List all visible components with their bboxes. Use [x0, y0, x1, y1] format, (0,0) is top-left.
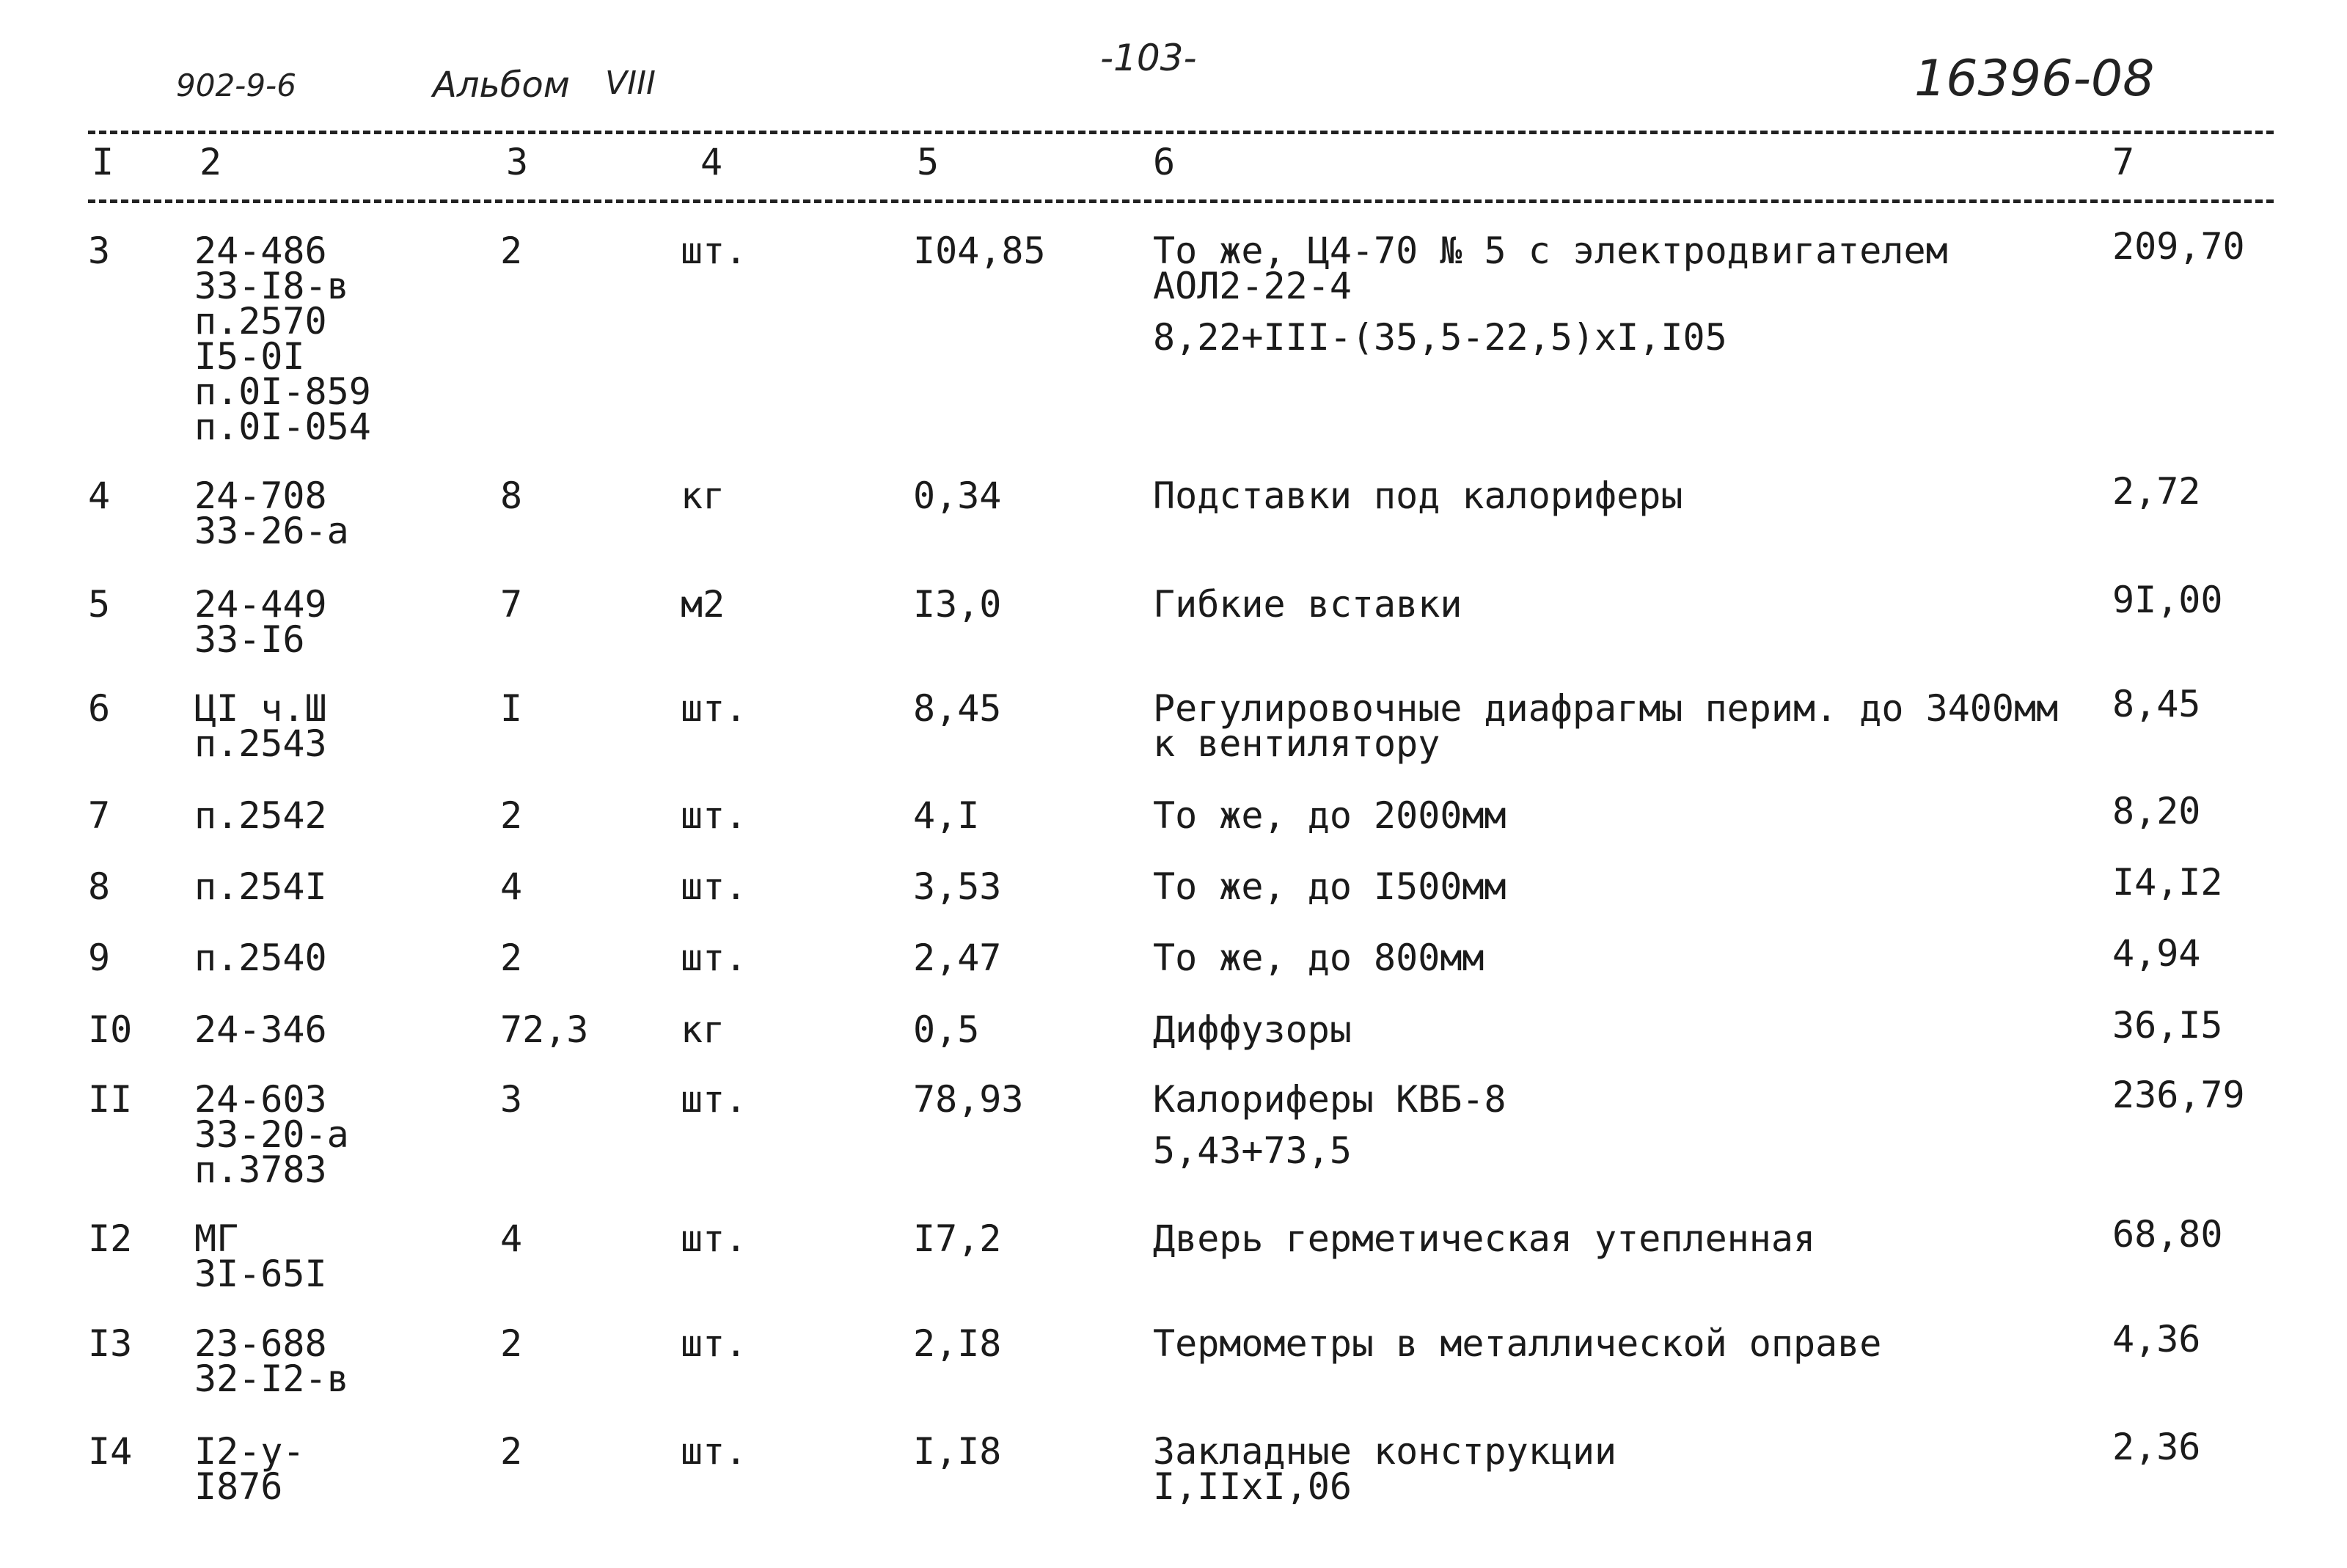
col-header-4: 4: [700, 141, 723, 183]
total-cost: 209,70: [2112, 225, 2245, 268]
total-cost: 9I,00: [2112, 579, 2223, 621]
quantity: 72,3: [500, 1008, 589, 1051]
col-header-1: I: [92, 141, 114, 183]
ref-code-line: 33-I6: [194, 618, 305, 661]
ref-code: [194, 794, 327, 837]
unit-price: I3,0: [913, 583, 1002, 626]
total-cost: 8,45: [2112, 683, 2201, 725]
description: [1153, 1217, 1816, 1260]
row-number: 7: [88, 794, 111, 837]
unit: шт.: [681, 1322, 747, 1365]
description-line: Закладные конструкции: [1153, 1430, 1617, 1473]
description: [1153, 1322, 1882, 1365]
ref-code-line: п.2542: [194, 794, 327, 837]
quantity: I: [500, 687, 523, 730]
unit-price: 8,45: [913, 687, 1002, 730]
row-number: 5: [88, 583, 111, 626]
description-line: Гибкие вставки: [1153, 583, 1462, 626]
ref-code-line: МГ: [194, 1217, 239, 1260]
description: [1153, 1078, 1506, 1172]
header-page-number: -103-: [1100, 37, 1197, 79]
total-cost: 2,36: [2112, 1426, 2201, 1468]
ref-code-line: I5-0I: [194, 335, 305, 378]
ref-code-line: I2-у-: [194, 1430, 305, 1473]
ref-code-line: 3I-65I: [194, 1253, 327, 1295]
ref-code-line: 32-I2-в: [194, 1358, 349, 1400]
description: [1153, 865, 1506, 908]
ref-code: [194, 937, 327, 979]
unit-price: 3,53: [913, 865, 1002, 908]
quantity: 3: [500, 1078, 523, 1121]
total-cost: 4,36: [2112, 1318, 2201, 1360]
ref-code: [194, 1217, 327, 1295]
row-number: I3: [88, 1322, 133, 1365]
row-number: 6: [88, 687, 111, 730]
ref-code-line: п.0I-054: [194, 406, 371, 448]
unit: шт.: [681, 687, 747, 730]
ref-code-line: ЦI ч.Ш: [194, 687, 327, 730]
description: [1153, 1008, 1352, 1051]
ref-code: [194, 1430, 305, 1508]
ref-code-line: п.0I-859: [194, 370, 371, 413]
quantity: 4: [500, 1217, 523, 1260]
row-number: 9: [88, 937, 111, 979]
col-header-7: 7: [2112, 141, 2135, 183]
description-line: Регулировочные диафрагмы перим. до 3400мм: [1153, 687, 2059, 730]
ref-code-line: 23-688: [194, 1322, 327, 1365]
ref-code-line: 24-346: [194, 1008, 327, 1051]
header-doc-number: 16396-08: [1914, 50, 2155, 108]
description-line: Термометры в металлической оправе: [1153, 1322, 1882, 1365]
header-code: 902-9-6: [176, 67, 296, 103]
ref-code-line: п.2570: [194, 300, 327, 342]
col-header-3: 3: [506, 141, 529, 183]
ref-code-line: 24-708: [194, 475, 327, 517]
description-line: То же, до 800мм: [1153, 937, 1484, 979]
ref-code-line: п.3783: [194, 1148, 327, 1191]
description: [1153, 687, 2059, 765]
description-line: Дверь герметическая утепленная: [1153, 1217, 1816, 1260]
unit: кг: [681, 1008, 725, 1051]
description: [1153, 230, 1948, 359]
total-cost: 236,79: [2112, 1074, 2245, 1116]
calculation: 5,43+73,5: [1153, 1129, 1352, 1172]
description-line: I,IIxI,06: [1153, 1465, 1352, 1508]
ref-code-line: п.2543: [194, 722, 327, 765]
description-line: Подставки под калориферы: [1153, 475, 1683, 517]
total-cost: 36,I5: [2112, 1004, 2223, 1047]
row-number: I4: [88, 1430, 133, 1473]
quantity: 2: [500, 937, 523, 979]
ref-code-line: п.254I: [194, 865, 327, 908]
unit-price: 78,93: [913, 1078, 1024, 1121]
quantity: 8: [500, 475, 523, 517]
quantity: 2: [500, 1322, 523, 1365]
description-line: Диффузоры: [1153, 1008, 1352, 1051]
header-album-roman: VIII: [605, 65, 656, 102]
row-number: 4: [88, 475, 111, 517]
ref-code: [194, 230, 371, 448]
total-cost: 4,94: [2112, 932, 2201, 975]
unit-price: 2,47: [913, 937, 1002, 979]
ref-code-line: 33-26-а: [194, 510, 349, 552]
unit-price: I04,85: [913, 230, 1046, 272]
description: [1153, 937, 1484, 979]
total-cost: 2,72: [2112, 470, 2201, 513]
description-line: к вентилятору: [1153, 722, 1440, 765]
quantity: 7: [500, 583, 523, 626]
description: [1153, 583, 1462, 626]
unit: шт.: [681, 1430, 747, 1473]
unit-price: 4,I: [913, 794, 980, 837]
col-header-6: 6: [1153, 141, 1176, 183]
total-cost: 68,80: [2112, 1213, 2223, 1256]
description: [1153, 794, 1506, 837]
unit-price: I7,2: [913, 1217, 1002, 1260]
description-line: Калориферы КВБ-8: [1153, 1078, 1506, 1121]
ref-code-line: I876: [194, 1465, 283, 1508]
quantity: 2: [500, 230, 523, 272]
description-line: АОЛ2-22-4: [1153, 265, 1352, 307]
quantity: 2: [500, 794, 523, 837]
col-header-5: 5: [917, 141, 940, 183]
row-number: 3: [88, 230, 111, 272]
unit: шт.: [681, 1078, 747, 1121]
ref-code-line: п.2540: [194, 937, 327, 979]
row-number: I0: [88, 1008, 133, 1051]
description-line: То же, до 2000мм: [1153, 794, 1506, 837]
unit: шт.: [681, 794, 747, 837]
col-header-2: 2: [199, 141, 222, 183]
unit: шт.: [681, 1217, 747, 1260]
unit: шт.: [681, 230, 747, 272]
description-line: То же, Ц4-70 № 5 с электродвигателем: [1153, 230, 1948, 272]
ref-code: [194, 1078, 349, 1191]
unit: шт.: [681, 865, 747, 908]
ref-code: [194, 475, 349, 552]
header-rule-bottom: [88, 199, 2274, 203]
unit-price: 2,I8: [913, 1322, 1002, 1365]
quantity: 4: [500, 865, 523, 908]
calculation: 8,22+III-(35,5-22,5)xI,I05: [1153, 316, 1727, 359]
row-number: I2: [88, 1217, 133, 1260]
ref-code: [194, 687, 327, 765]
ref-code: [194, 865, 327, 908]
ref-code-line: 24-486: [194, 230, 327, 272]
description: [1153, 475, 1683, 517]
quantity: 2: [500, 1430, 523, 1473]
ref-code: [194, 1008, 327, 1051]
description-line: То же, до I500мм: [1153, 865, 1506, 908]
header-album: Альбом: [433, 65, 570, 106]
ref-code-line: 33-I8-в: [194, 265, 349, 307]
header-rule-top: [88, 131, 2274, 134]
ref-code-line: 33-20-а: [194, 1113, 349, 1156]
unit-price: 0,34: [913, 475, 1002, 517]
ref-code-line: 24-603: [194, 1078, 327, 1121]
unit: шт.: [681, 937, 747, 979]
unit-price: I,I8: [913, 1430, 1002, 1473]
unit-price: 0,5: [913, 1008, 980, 1051]
row-number: 8: [88, 865, 111, 908]
row-number: II: [88, 1078, 133, 1121]
description: [1153, 1430, 1617, 1508]
total-cost: I4,I2: [2112, 861, 2223, 904]
ref-code: [194, 583, 327, 661]
unit: м2: [681, 583, 725, 626]
unit: кг: [681, 475, 725, 517]
ref-code: [194, 1322, 349, 1400]
total-cost: 8,20: [2112, 790, 2201, 832]
ref-code-line: 24-449: [194, 583, 327, 626]
